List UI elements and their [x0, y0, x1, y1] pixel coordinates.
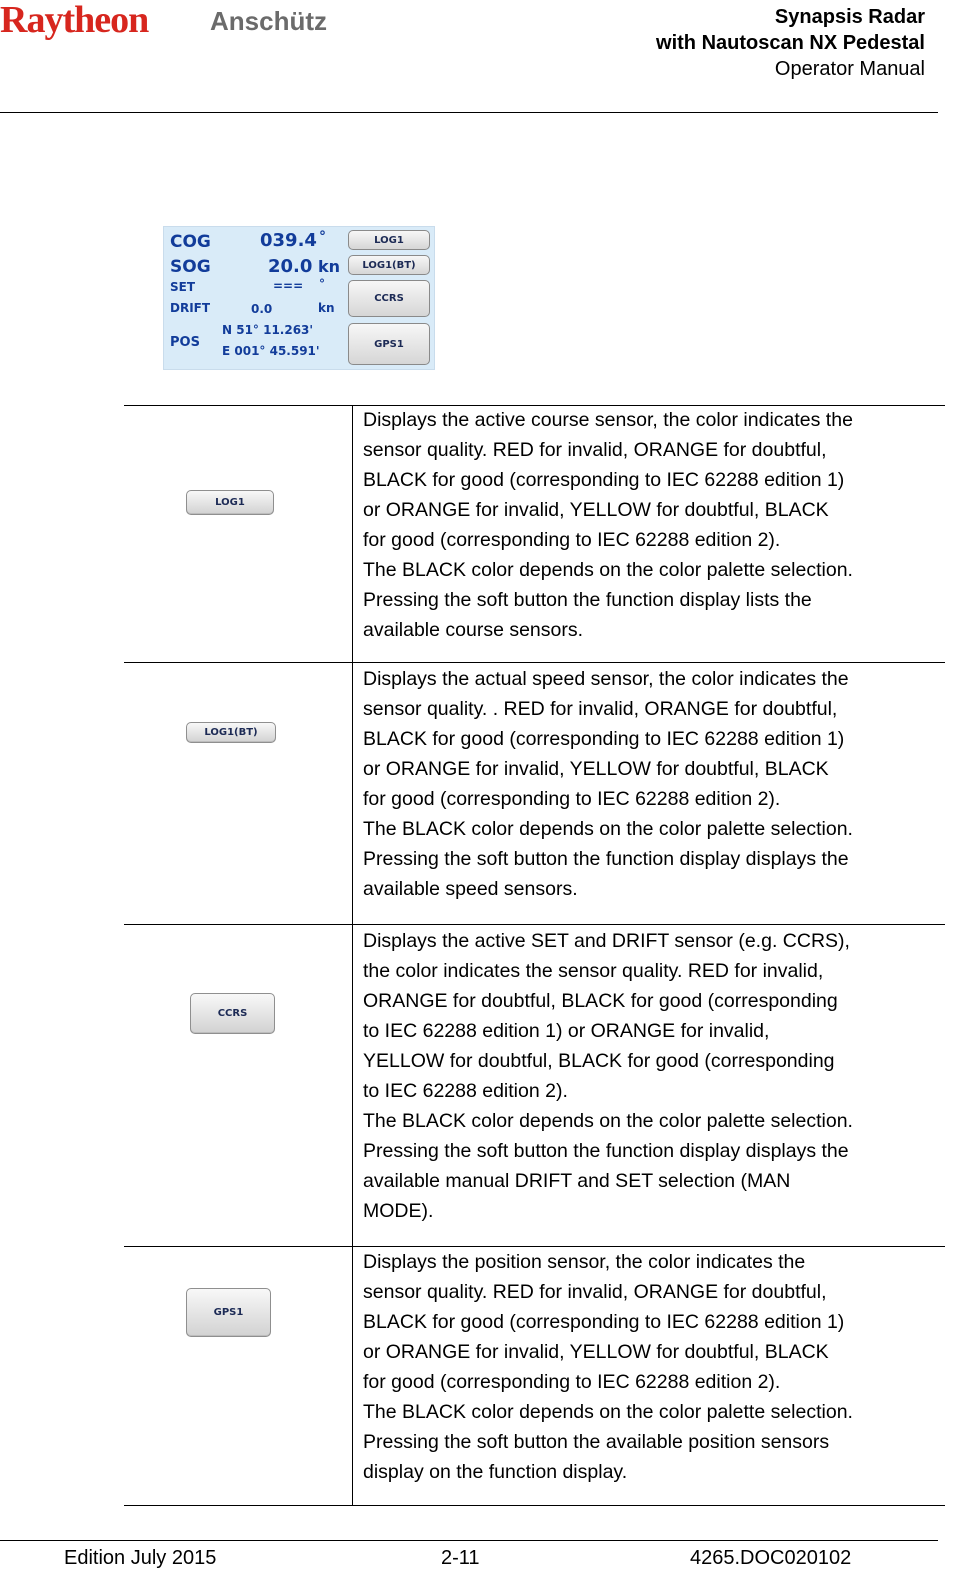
- table-row-gps1-description: [363, 1247, 943, 1487]
- footer-rule: [0, 1540, 938, 1541]
- description-line: ORANGE for doubtful, BLACK for good (corresponding: [363, 990, 838, 1012]
- table-row-log1bt-description: [363, 664, 943, 904]
- table-rule-2: [124, 924, 945, 925]
- pos-label: POS: [170, 335, 200, 350]
- description-line: available manual DRIFT and SET selection (MAN: [363, 1170, 791, 1192]
- panel-ccrs-button: CCRS: [348, 280, 430, 317]
- drift-label: DRIFT: [170, 301, 211, 315]
- description-line: The BLACK color depends on the color palette selection.: [363, 818, 853, 840]
- logo-anschuetz: Anschütz: [210, 6, 327, 36]
- sog-value: 20.0: [268, 256, 313, 277]
- ccrs-button-image: CCRS: [190, 993, 275, 1034]
- description-line: to IEC 62288 edition 1) or ORANGE for invalid,: [363, 1020, 770, 1042]
- description-line: the color indicates the sensor quality. RED for invalid,: [363, 960, 824, 982]
- description-line: The BLACK color depends on the color palette selection.: [363, 1110, 853, 1132]
- description-line: for good (corresponding to IEC 62288 edition 2).: [363, 529, 781, 551]
- description-line: BLACK for good (corresponding to IEC 62288 edition 1): [363, 469, 845, 491]
- table-column-divider: [352, 405, 353, 1505]
- table-rule-1: [124, 662, 945, 663]
- description-line: The BLACK color depends on the color palette selection.: [363, 1401, 853, 1423]
- table-row-ccrs-description: [363, 926, 943, 1226]
- gps1-button-image: GPS1: [186, 1288, 271, 1337]
- drift-unit: kn: [318, 301, 335, 315]
- table-rule-bottom: [124, 1505, 945, 1506]
- description-line: sensor quality. RED for invalid, ORANGE for doubtful,: [363, 439, 827, 461]
- description-line: display on the function display.: [363, 1461, 628, 1483]
- header-rule: [0, 112, 938, 113]
- panel-gps1-button: GPS1: [348, 323, 430, 365]
- description-line: for good (corresponding to IEC 62288 edition 2).: [363, 788, 781, 810]
- sog-unit: kn: [318, 257, 341, 276]
- description-line: or ORANGE for invalid, YELLOW for doubtful, BLACK: [363, 758, 829, 780]
- sensor-panel-image: [163, 226, 435, 370]
- set-unit: °: [319, 277, 325, 291]
- description-line: YELLOW for doubtful, BLACK for good (corresponding: [363, 1050, 835, 1072]
- description-line: Displays the active course sensor, the color indicates the: [363, 409, 853, 431]
- cog-label: COG: [170, 232, 211, 252]
- description-line: sensor quality. . RED for invalid, ORANGE for doubtful,: [363, 698, 838, 720]
- log1-button-image: LOG1: [186, 490, 274, 515]
- description-line: Pressing the soft button the function display displays the: [363, 1140, 849, 1162]
- footer-edition: Edition July 2015: [64, 1547, 217, 1569]
- panel-log1-button: LOG1: [348, 230, 430, 250]
- description-line: to IEC 62288 edition 2).: [363, 1080, 568, 1102]
- description-line: Pressing the soft button the available position sensors: [363, 1431, 830, 1453]
- pos-longitude: E 001° 45.591': [222, 344, 320, 358]
- footer-doc-number: 4265.DOC020102: [690, 1547, 852, 1569]
- description-line: Displays the active SET and DRIFT sensor (e.g. CCRS),: [363, 930, 850, 952]
- description-line: sensor quality. RED for invalid, ORANGE for doubtful,: [363, 1281, 827, 1303]
- description-line: MODE).: [363, 1200, 434, 1222]
- sog-label: SOG: [170, 257, 211, 277]
- description-line: The BLACK color depends on the color palette selection.: [363, 559, 853, 581]
- description-line: Displays the position sensor, the color indicates the: [363, 1251, 806, 1273]
- description-line: BLACK for good (corresponding to IEC 62288 edition 1): [363, 1311, 845, 1333]
- description-line: Pressing the soft button the function display displays the: [363, 848, 849, 870]
- cog-unit: °: [319, 229, 326, 245]
- description-line: Displays the actual speed sensor, the color indicates the: [363, 668, 849, 690]
- panel-log1bt-button: LOG1(BT): [348, 255, 430, 275]
- table-row-log1-description: [363, 405, 943, 645]
- title-line-3: Operator Manual: [774, 58, 925, 80]
- description-line: or ORANGE for invalid, YELLOW for doubtful, BLACK: [363, 1341, 829, 1363]
- description-line: available speed sensors.: [363, 878, 578, 900]
- pos-latitude: N 51° 11.263': [222, 323, 314, 337]
- description-line: available course sensors.: [363, 619, 584, 641]
- description-line: for good (corresponding to IEC 62288 edition 2).: [363, 1371, 781, 1393]
- title-line-1: Synapsis Radar: [774, 6, 925, 28]
- description-line: Pressing the soft button the function display lists the: [363, 589, 812, 611]
- description-line: BLACK for good (corresponding to IEC 62288 edition 1): [363, 728, 845, 750]
- drift-value: 0.0: [251, 302, 273, 316]
- cog-value: 039.4: [260, 230, 317, 251]
- logo-raytheon: Raytheon: [0, 0, 149, 41]
- log1bt-button-image: LOG1(BT): [186, 722, 276, 743]
- document-title: [656, 4, 925, 82]
- set-value: ===: [273, 279, 304, 293]
- set-label: SET: [170, 280, 196, 294]
- description-line: or ORANGE for invalid, YELLOW for doubtful, BLACK: [363, 499, 829, 521]
- footer-page-number: 2-11: [441, 1547, 480, 1569]
- title-line-2: with Nautoscan NX Pedestal: [656, 32, 925, 54]
